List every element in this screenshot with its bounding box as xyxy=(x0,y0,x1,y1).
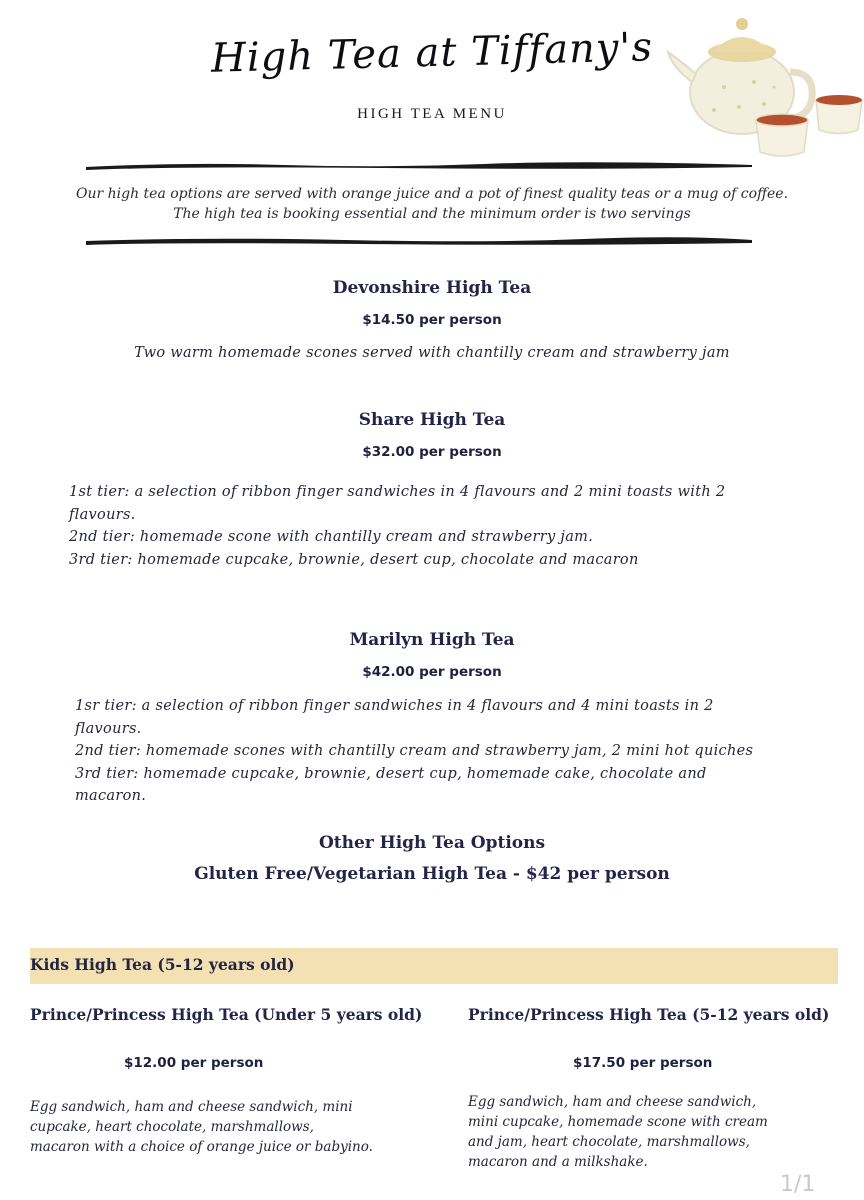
description-line: macaron. xyxy=(75,788,147,804)
kids-option-title: Prince/Princess High Tea (Under 5 years old) xyxy=(30,1005,423,1024)
kids-section-label: Kids High Tea (5-12 years old) xyxy=(30,955,295,974)
description-line: mini cupcake, homemade scone with cream xyxy=(468,1114,768,1130)
description-line: 1st tier: a selection of ribbon finger sandwiches in 4 flavours and 2 mini toasts with 2 xyxy=(69,484,726,500)
description-line: Egg sandwich, ham and cheese sandwich, mini xyxy=(30,1099,353,1115)
intro-line: Our high tea options are served with orange juice and a pot of finest quality teas or a mug of coffee. xyxy=(75,186,789,202)
description-line: Two warm homemade scones served with chantilly cream and strawberry jam xyxy=(134,345,730,361)
section-title: Share High Tea xyxy=(358,410,506,430)
kids-option-title: Prince/Princess High Tea (5-12 years old) xyxy=(468,1005,830,1024)
description-line: 2nd tier: homemade scones with chantilly cream and strawberry jam, 2 mini hot quiches xyxy=(75,743,754,759)
description-line: macaron and a milkshake. xyxy=(468,1154,648,1170)
intro-text xyxy=(40,184,824,224)
other-options-title: Other High Tea Options xyxy=(318,833,546,853)
section-price: $14.50 per person xyxy=(362,312,502,328)
teacup-icon xyxy=(756,114,808,156)
description-line: and jam, heart chocolate, marshmallows, xyxy=(468,1134,750,1150)
section-description xyxy=(69,481,849,571)
description-line: flavours. xyxy=(69,506,136,523)
description-line: macaron with a choice of orange juice or babyino. xyxy=(30,1139,373,1155)
kids-option-description xyxy=(30,1097,430,1157)
description-line: 1sr tier: a selection of ribbon finger sandwiches in 4 flavours and 4 mini toasts in 2 xyxy=(75,698,714,714)
other-options-item: Gluten Free/Vegetarian High Tea - $42 per person xyxy=(194,864,670,884)
description-line: 2nd tier: homemade scone with chantilly cream and strawberry jam. xyxy=(69,529,594,545)
menu-subtitle: HIGH TEA MENU xyxy=(357,106,507,122)
brush-divider xyxy=(84,234,754,248)
description-line: 3rd tier: homemade cupcake, brownie, desert cup, chocolate and macaron xyxy=(69,551,639,568)
brush-divider xyxy=(84,158,754,172)
kids-option-price: $17.50 per person xyxy=(573,1055,713,1071)
section-price: $32.00 per person xyxy=(362,444,502,460)
page-indicator: 1/1 xyxy=(780,1172,816,1197)
section-title: Marilyn High Tea xyxy=(349,630,515,650)
kids-option-price: $12.00 per person xyxy=(124,1055,264,1071)
description-line: Egg sandwich, ham and cheese sandwich, xyxy=(468,1094,757,1110)
menu-title: High Tea at Tiffany's xyxy=(210,24,654,82)
intro-line: The high tea is booking essential and the minimum order is two servings xyxy=(173,206,691,222)
section-title: Devonshire High Tea xyxy=(332,278,532,298)
section-description xyxy=(75,695,850,808)
description-line: flavours. xyxy=(75,720,142,737)
teapot-illustration xyxy=(664,12,864,162)
kids-option-description xyxy=(468,1092,848,1172)
section-price: $42.00 per person xyxy=(362,664,502,680)
section-description xyxy=(0,342,864,365)
description-line: cupcake, heart chocolate, marshmallows, xyxy=(30,1119,314,1135)
description-line: 3rd tier: homemade cupcake, brownie, desert cup, homemade cake, chocolate and xyxy=(75,765,707,782)
